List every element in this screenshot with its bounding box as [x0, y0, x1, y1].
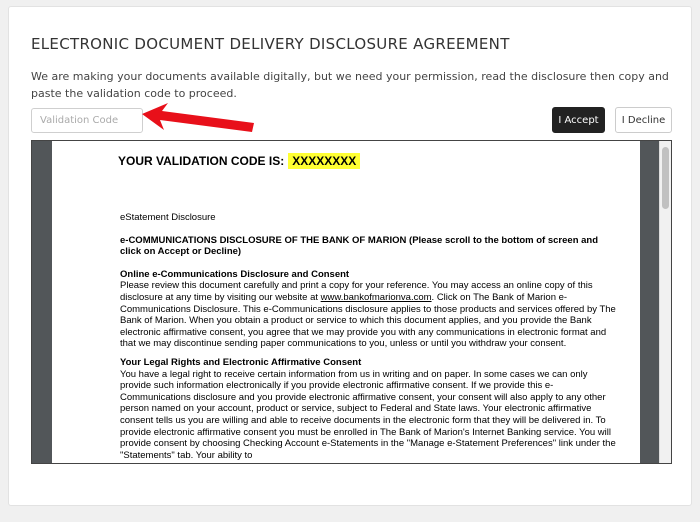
- disclosure-heading: e-COMMUNICATIONS DISCLOSURE OF THE BANK OF MARION (Please scroll to the bottom of screen and click on Accept or Decline): [120, 234, 599, 258]
- decline-button[interactable]: I Decline: [615, 107, 672, 133]
- intro-text: We are making your documents available digitally, but we need your permission, read the disclosure then copy and paste the validation code to proceed.: [31, 70, 669, 100]
- bank-website-link[interactable]: www.bankofmarionva.com: [320, 291, 432, 303]
- section-consent: [120, 269, 620, 350]
- section-consent-text-b: . Click on The Bank of Marion e-Communications Disclosure. This e-Communications disclosure applies to those products and services offered by The Bank of Marion. When you obtain a product or service to which this document applies, and you provide the Bank electronic affirmative consent, you agree that we may provide you with any communications in electronic format and that we may discontinue sending paper communications to you, unless or until you withdraw your consent.: [120, 291, 616, 350]
- disclosure-text: [120, 212, 620, 461]
- section-legal-rights-title: Your Legal Rights and Electronic Affirmative Consent: [120, 356, 362, 368]
- viewer-scrollbar[interactable]: [659, 141, 671, 464]
- validation-code-input[interactable]: [31, 108, 143, 133]
- section-legal-rights-text: You have a legal right to receive certain information from us in writing and on paper. In some cases we can only provide such information electronically if you provide electronic affirmative consent. If we provide this e-Communications disclosure and you provide electronic affirmative consent, your consent will also apply to any other person named on your account, product or service, subject to Federal and State laws. Your electronic affirmative consent tells us you are willing and able to receive documents in the electronic form that they will be delivered in. To provide electronic affirmative consent you must be enrolled in The Bank of Marion's Internet Banking service. You will provide consent by choosing Checking Account e-Statements in the "Manage e-Statement Preferences" link under the "Statements" tab. Your ability to: [120, 368, 616, 461]
- scrollbar-thumb[interactable]: [662, 147, 669, 209]
- disclosure-card: [8, 6, 692, 506]
- document-viewer[interactable]: [31, 140, 672, 464]
- validation-code-line: [118, 153, 360, 169]
- pdf-page: [52, 141, 640, 464]
- section-consent-text-a: Please review this document carefully and print a copy for your reference. You may access an online copy of this disclosure at any time by visiting our website at: [120, 280, 593, 303]
- section-consent-title: Online e-Communications Disclosure and Consent: [120, 268, 350, 280]
- validation-code-value: XXXXXXXX: [288, 153, 360, 169]
- code-label: YOUR VALIDATION CODE IS:: [118, 154, 285, 168]
- section-legal-rights: [120, 357, 620, 461]
- statement-title: eStatement Disclosure: [120, 212, 216, 223]
- accept-button[interactable]: I Accept: [552, 107, 605, 133]
- page-title: ELECTRONIC DOCUMENT DELIVERY DISCLOSURE AGREEMENT: [31, 35, 510, 53]
